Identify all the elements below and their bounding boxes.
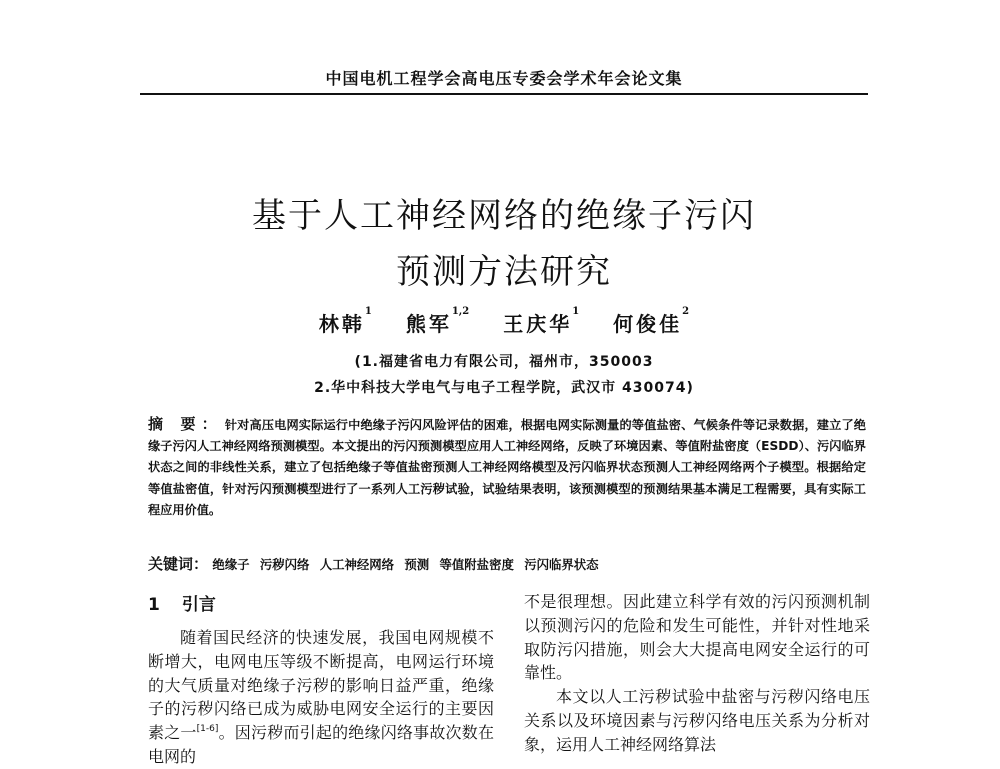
citation-mark: [1-6] [196, 724, 219, 735]
body-paragraph: 本文以人工污秽试验中盐密与污秽闪络电压关系以及环境因素与污秽闪络电压关系为分析对象，运用人工神经网络算法 [524, 687, 870, 754]
section-heading [148, 590, 216, 615]
paragraph-text: 随着国民经济的快速发展，我国电网规模不断增大，电网电压等级不断提高，电网运行环境的大气质量对绝缘子污秽的影响日益严重，绝缘子的污秽闪络已成为威胁电网安全运行的主要因素之一 [148, 628, 494, 743]
author-2 [405, 306, 470, 336]
keyword: 污闪临界状态 [524, 557, 599, 572]
running-head: 中国电机工程学会高电压专委会学术年会论文集 [325, 69, 683, 88]
author-name: 何俊佳 [613, 312, 683, 336]
author-4 [613, 306, 690, 336]
affiliation-1: (1.福建省电力有限公司，福州市，350003 [354, 354, 654, 370]
affiliation-2: 2.华中科技大学电气与电子工程学院，武汉市 430074) [314, 380, 694, 396]
keyword: 等值附盐密度 [439, 557, 514, 572]
author-3 [503, 306, 580, 336]
paper-title-line-2: 预测方法研究 [396, 252, 612, 292]
body-column-right [524, 590, 870, 757]
author-affiliation-mark: 1,2 [451, 306, 470, 317]
author-1 [318, 306, 372, 336]
author-affiliation-mark: 2 [682, 306, 690, 317]
abstract [148, 414, 866, 521]
body-paragraph: 不是很理想。因此建立科学有效的污闪预测机制以预测污闪的危险和发生可能性，并针对性地采取防污闪措施，则会大大提高电网安全运行的可靠性。 [524, 592, 870, 683]
author-name: 林韩 [318, 312, 365, 336]
header-rule [140, 93, 868, 95]
section-number: 1 [148, 595, 160, 615]
abstract-text: 针对高压电网实际运行中绝缘子污闪风险评估的困难，根据电网实际测量的等值盐密、气候条件等记录数据，建立了绝缘子污闪人工神经网络预测模型。本文提出的污闪预测模型应用人工神经网络，反映了环境因素、等值附盐密度（ESDD）、污闪临界状态之间的非线性关系，建立了包括绝缘子等值盐密预测人工神经网络模型及污闪临界状态预测人工神经网络两个子模型。根据给定等值盐密值，针对污闪预测模型进行了一系列人工污秽试验，试验结果表明，该预测模型的预测结果基本满足工程需要，具有实际工程应用价值。 [148, 418, 866, 517]
keywords-label: 关键词： [148, 555, 209, 573]
body-column-left [148, 626, 494, 769]
keyword: 绝缘子 [212, 557, 250, 572]
author-name: 熊军 [405, 312, 452, 336]
author-name: 王庆华 [503, 312, 573, 336]
keywords [148, 553, 866, 574]
abstract-label: 摘 要： [148, 415, 223, 433]
author-affiliation-mark: 1 [364, 306, 372, 317]
keyword: 预测 [404, 557, 430, 572]
body-paragraph [148, 626, 494, 769]
section-title: 引言 [181, 595, 216, 615]
paper-title-line-1: 基于人工神经网络的绝缘子污闪 [252, 196, 756, 236]
paragraph-text-continued: 。因污秽而引起的绝缘闪络事故次数在电网的 [148, 723, 494, 766]
keyword: 人工神经网络 [319, 557, 395, 572]
author-list [140, 308, 868, 337]
author-affiliation-mark: 1 [572, 306, 580, 317]
keyword: 污秽闪络 [259, 557, 310, 572]
